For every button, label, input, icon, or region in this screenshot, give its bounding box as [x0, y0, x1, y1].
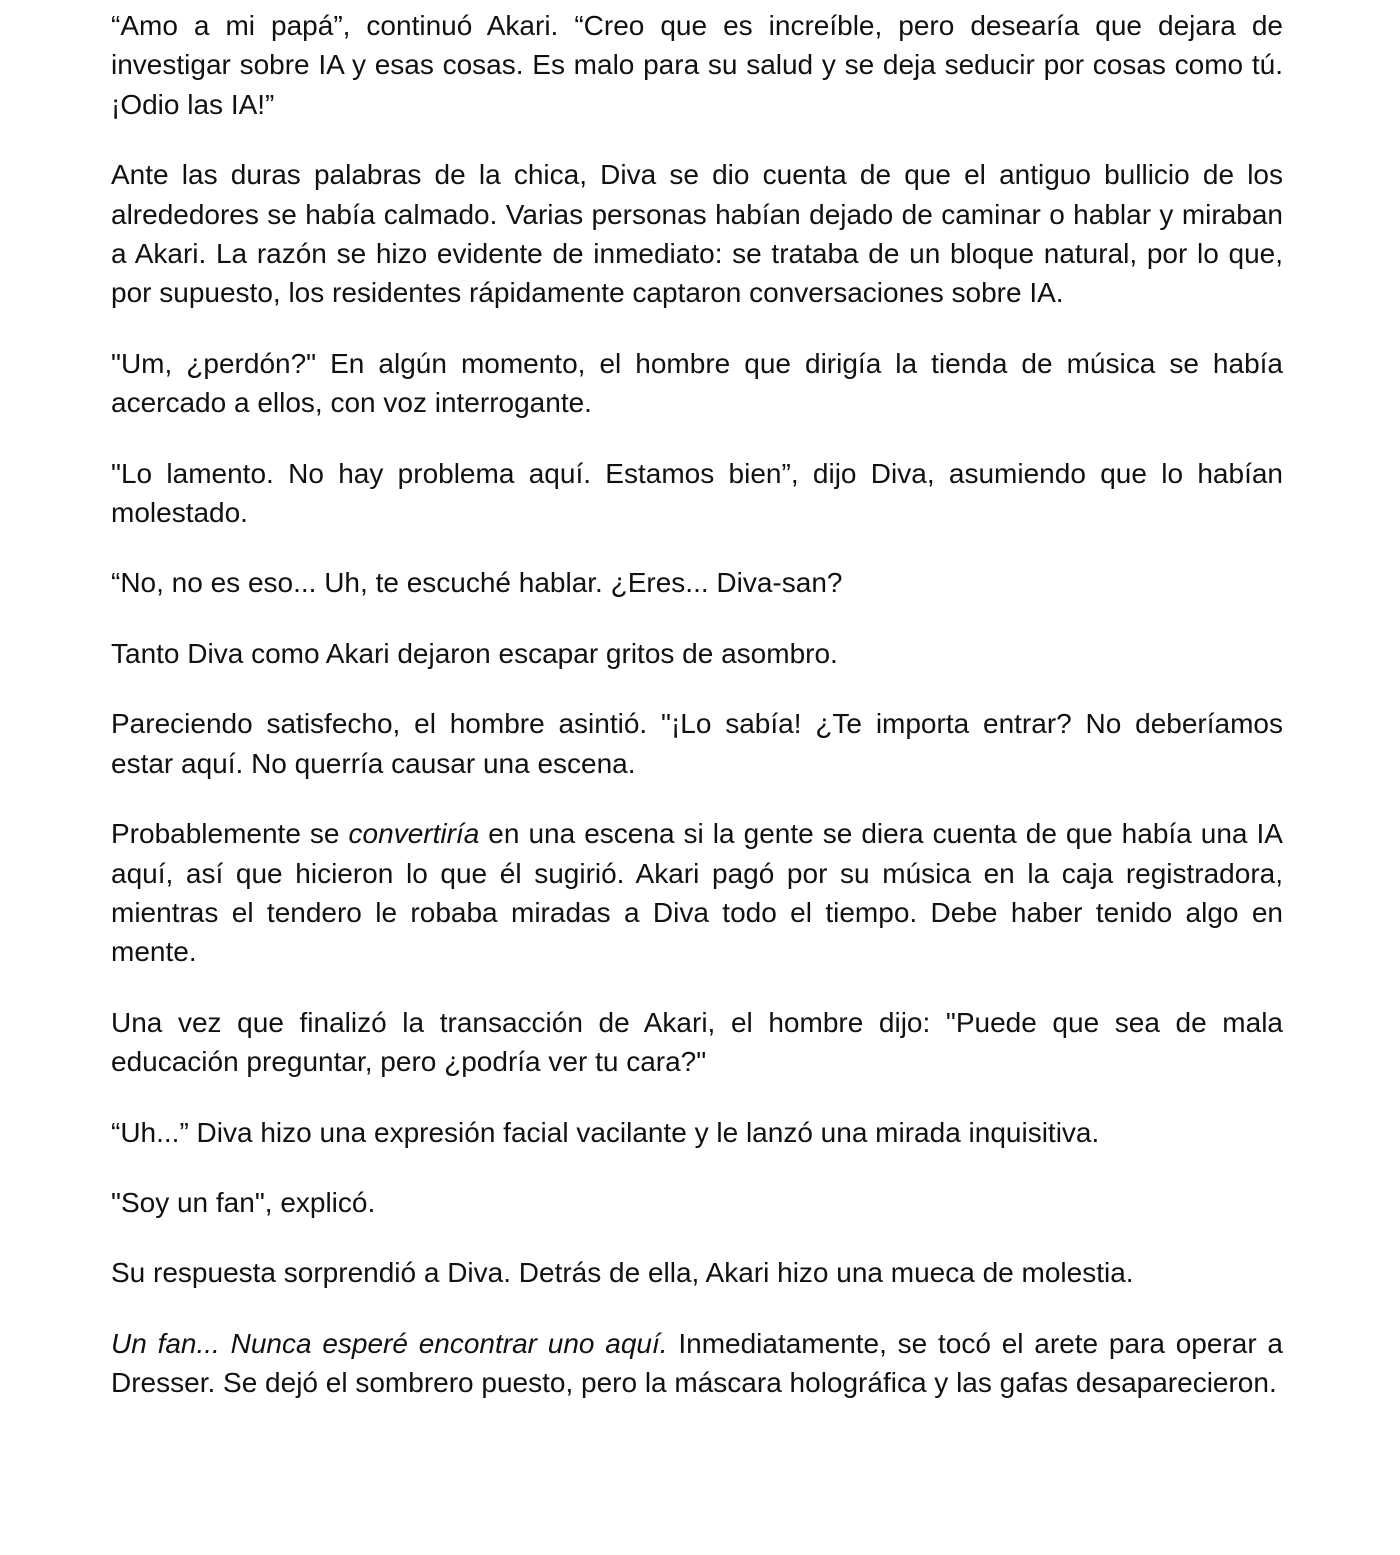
paragraph-text: "Lo lamento. No hay problema aquí. Estamos bien”, dijo Diva, asumiendo que lo habían molestado.	[111, 457, 1283, 529]
paragraph	[111, 1324, 1283, 1403]
paragraph	[111, 634, 1283, 673]
paragraph-text: “Amo a mi papá”, continuó Akari. “Creo que es increíble, pero desearía que dejara de investigar sobre IA y esas cosas. Es malo para su salud y se deja seducir por cosas como tú. ¡Odio las IA!”	[111, 10, 1283, 120]
paragraph-text: Pareciendo satisfecho, el hombre asintió. "¡Lo sabía! ¿Te importa entrar? No deberíamos estar aquí. No querría causar una escena.	[111, 708, 1283, 779]
paragraph-text: Inmediatamente, se tocó el arete para operar a Dresser. Se dejó el sombrero puesto, pero la máscara holográfica y las gafas desaparecieron.	[111, 1327, 1284, 1399]
paragraph-text: Ante las duras palabras de la chica, Diva se dio cuenta de que el antiguo bullicio de los alrededores se había calmado. Varias personas habían dejado de caminar o hablar y miraban a Akari. La razón se hizo evidente de inmediato: se trataba de un bloque natural, por lo que, por supuesto, los residentes rápidamente captaron conversaciones sobre IA.	[111, 159, 1283, 309]
paragraph	[111, 454, 1283, 533]
paragraph-text: en una escena si la gente se diera cuenta de que había una IA aquí, así que hicieron lo que él sugirió. Akari pagó por su música en la caja registradora, mientras el tendero le robaba miradas a Diva todo el tiempo. Debe haber tenido algo en mente.	[111, 818, 1283, 968]
paragraph	[111, 344, 1283, 423]
paragraph	[111, 563, 1283, 602]
paragraph-text: Una vez que finalizó la transacción de Akari, el hombre dijo: "Puede que sea de mala educación preguntar, pero ¿podría ver tu cara?"	[111, 1006, 1283, 1078]
paragraph-text-italic: Un fan... Nunca esperé encontrar uno aquí.	[111, 1327, 668, 1359]
paragraph	[111, 6, 1283, 124]
document-page	[111, 6, 1283, 1434]
paragraph-text: Tanto Diva como Akari dejaron escapar gritos de asombro.	[111, 637, 838, 669]
paragraph	[111, 1253, 1283, 1292]
paragraph	[111, 1003, 1283, 1082]
paragraph-text: "Um, ¿perdón?" En algún momento, el hombre que dirigía la tienda de música se había acercado a ellos, con voz interrogante.	[111, 347, 1283, 419]
paragraph-text: Probablemente se	[111, 818, 349, 850]
paragraph	[111, 1113, 1283, 1152]
paragraph-text: “Uh...” Diva hizo una expresión facial vacilante y le lanzó una mirada inquisitiva.	[111, 1116, 1100, 1148]
paragraph-text: Su respuesta sorprendió a Diva. Detrás de ella, Akari hizo una mueca de molestia.	[111, 1257, 1134, 1289]
paragraph	[111, 1183, 1283, 1222]
paragraph	[111, 704, 1283, 783]
paragraph	[111, 814, 1283, 972]
paragraph-text: "Soy un fan", explicó.	[111, 1186, 376, 1218]
paragraph-text: “No, no es eso... Uh, te escuché hablar. ¿Eres... Diva-san?	[111, 567, 843, 599]
paragraph-text-italic: convertiría	[348, 818, 480, 850]
paragraph	[111, 155, 1283, 313]
